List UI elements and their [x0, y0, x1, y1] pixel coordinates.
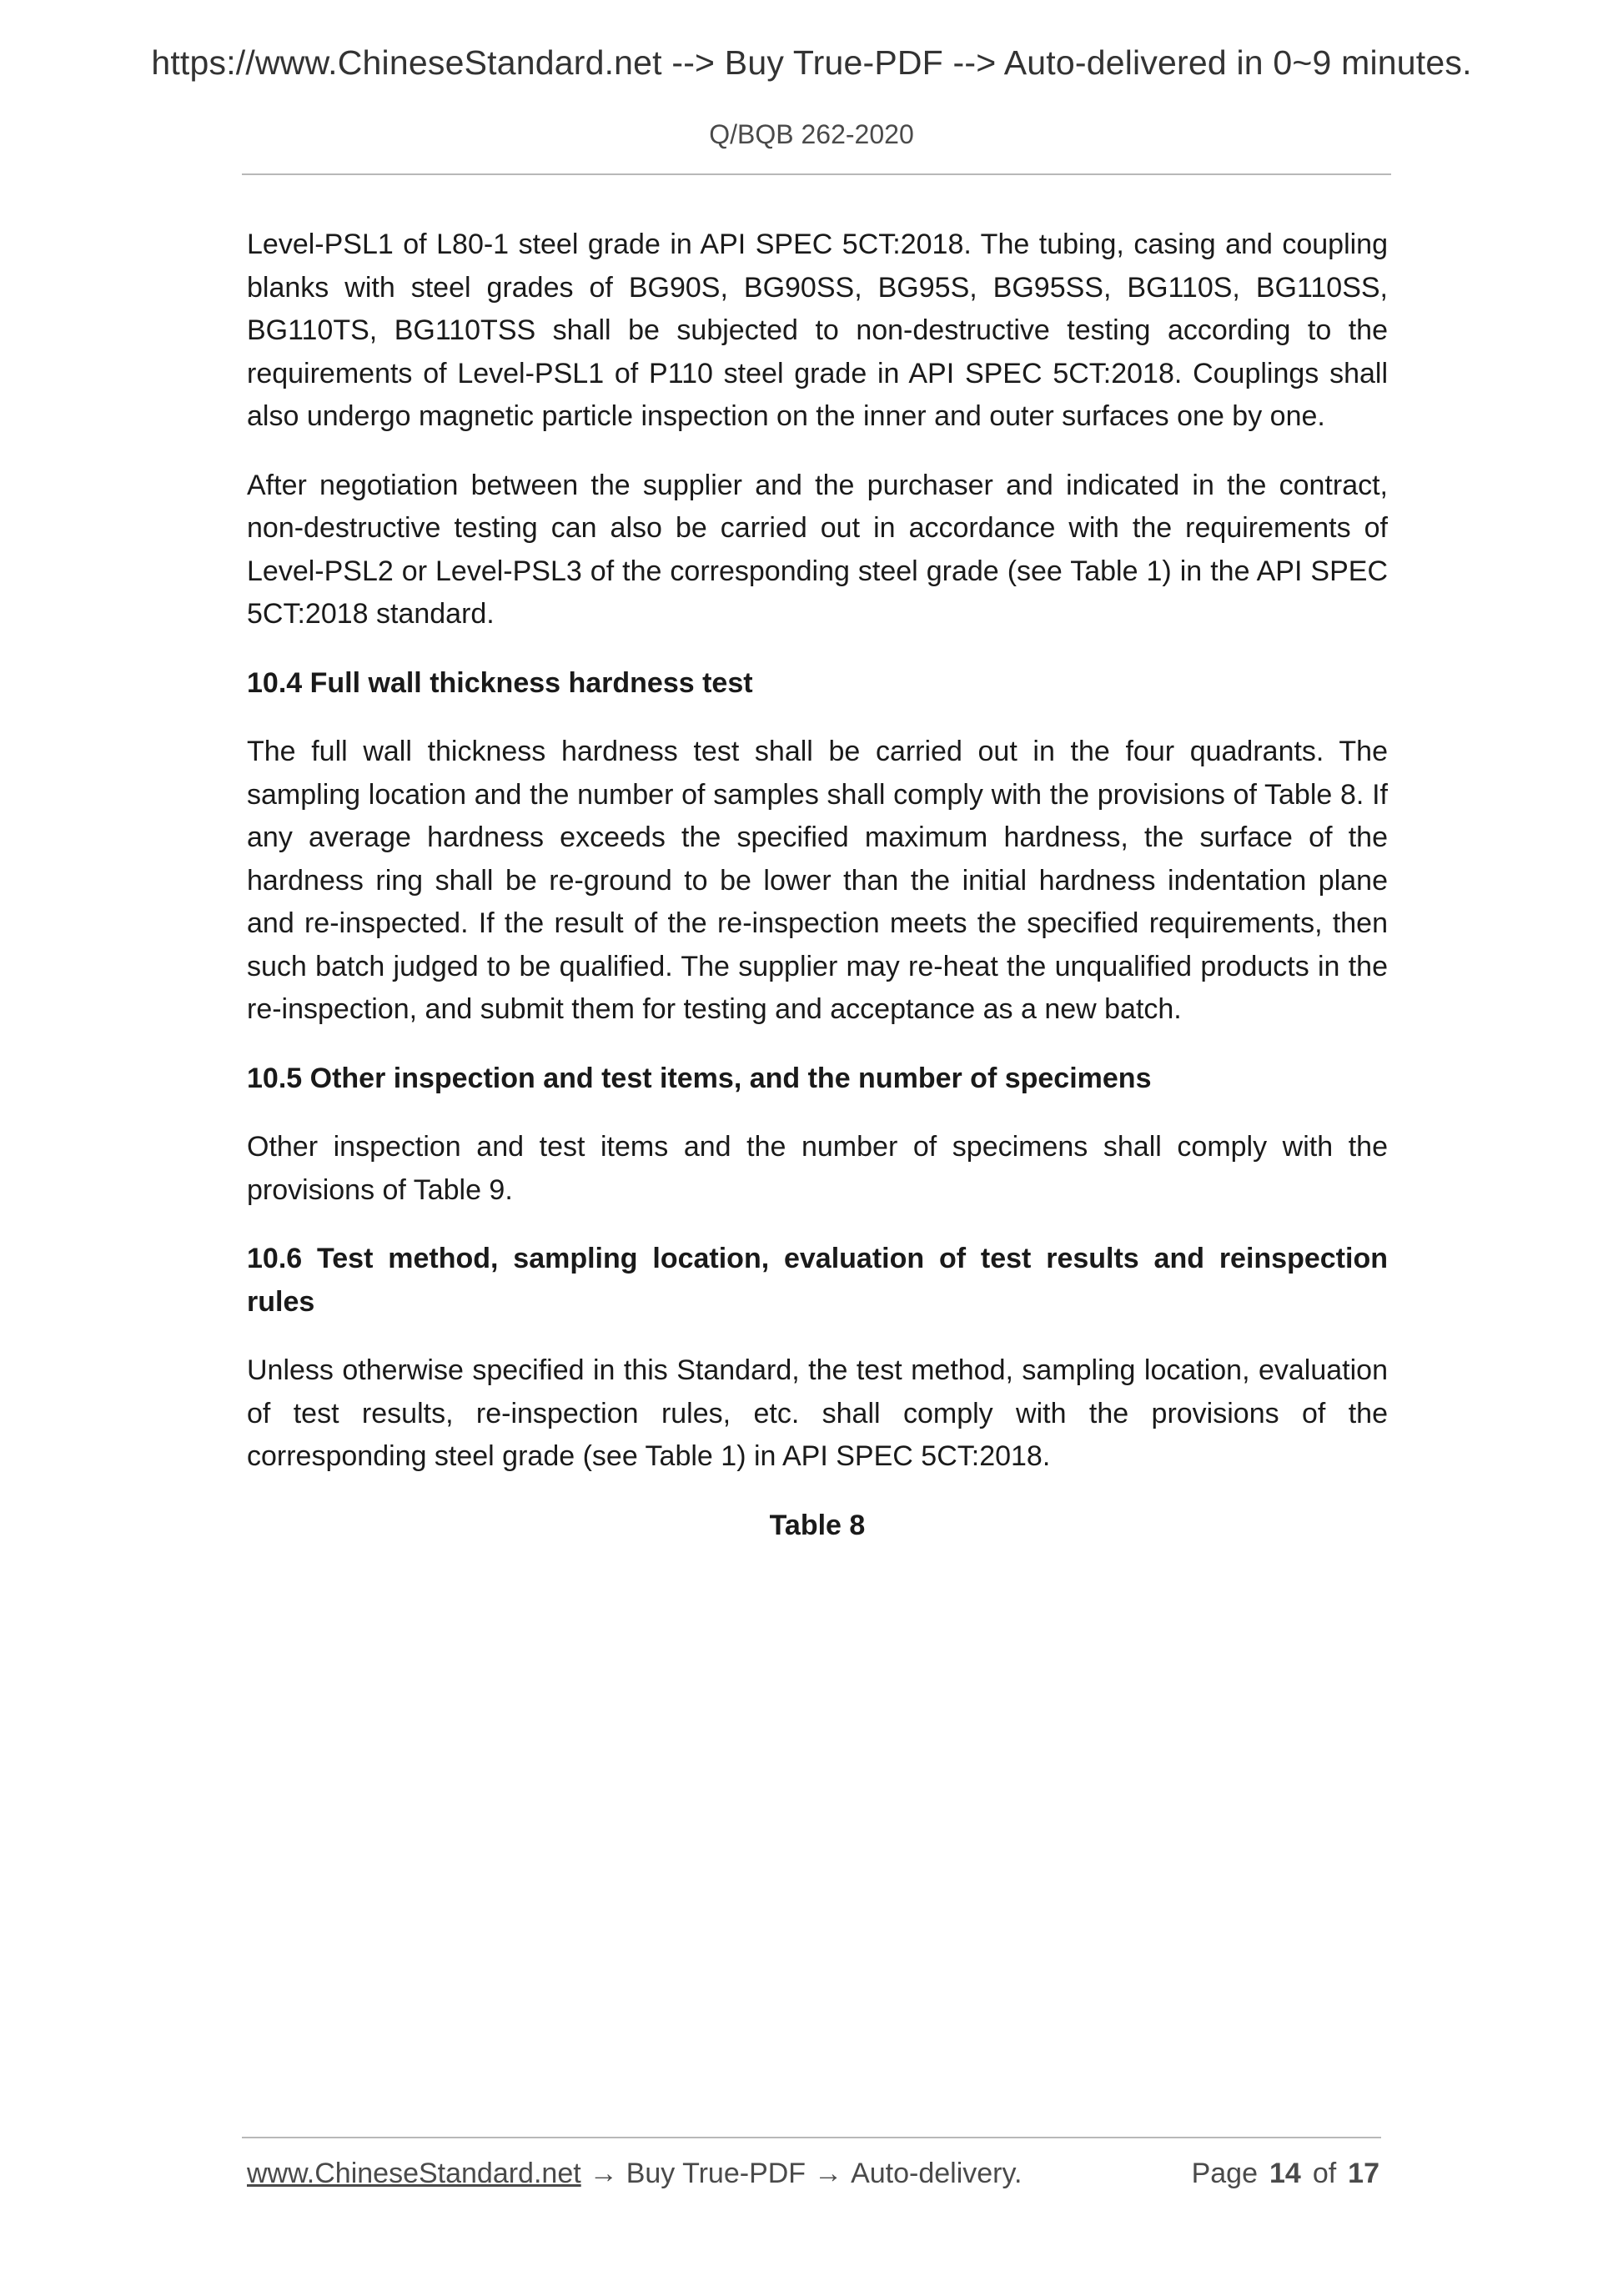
heading-10-5: 10.5 Other inspection and test items, and the number of specimens: [247, 1062, 1152, 1094]
table-caption: Table 8: [769, 1509, 866, 1541]
auto-delivery-text: Auto-delivery.: [851, 2158, 1023, 2189]
top-banner: https://www.ChineseStandard.net --> Buy True-PDF --> Auto-delivered in 0~9 minutes.: [151, 43, 1472, 82]
heading-10-6: 10.6 Test method, sampling location, evaluation of test results and reinspection rules: [247, 1243, 1388, 1318]
header-divider: [242, 173, 1391, 175]
paragraph-test-method: Unless otherwise specified in this Standard, the test method, sampling location, evaluation of test results, re-inspection rules, etc. shall comply with the provisions of the corresponding steel grade (see Table 1) in API SPEC 5CT:2018.: [247, 1354, 1388, 1472]
page-of-label: of: [1312, 2158, 1337, 2189]
total-page-number: 17: [1348, 2158, 1379, 2189]
chinesestandard-link[interactable]: www.ChineseStandard.net: [247, 2158, 581, 2189]
paragraph-negotiation: After negotiation between the supplier and the purchaser and indicated in the contract, non-destructive testing can also be carried out in accordance with the requirements of Level-PSL2 or Level-PSL3 of the corresponding steel grade (see Table 1) in the API SPEC 5CT:2018 standard.: [247, 469, 1388, 630]
heading-10-4: 10.4 Full wall thickness hardness test: [247, 666, 753, 699]
footer-divider: [242, 2137, 1381, 2138]
paragraph-hardness-test: The full wall thickness hardness test shall be carried out in the four quadrants. The sampling location and the number of samples shall comply with the provisions of Table 8. If any average hardness exceeds the specified maximum hardness, the surface of the hardness ring shall be re-ground to be lower than the initial hardness indentation plane and re-inspected. If the result of the re-inspection meets the specified requirements, then such batch judged to be qualified. The supplier may re-heat the unqualified products in the re-inspection, and submit them for testing and acceptance as a new batch.: [247, 736, 1388, 1025]
page-number: [1192, 2158, 1379, 2190]
paragraph-ndt-requirements: Level-PSL1 of L80-1 steel grade in API SPEC 5CT:2018. The tubing, casing and coupling blanks with steel grades of BG90S, BG90SS, BG95S, BG95SS, BG110S, BG110SS, BG110TS, BG110TSS shall be subjected to non-destructive testing according to the requirements of Level-PSL1 of P110 steel grade in API SPEC 5CT:2018. Couplings shall also undergo magnetic particle inspection on the inner and outer surfaces one by one.: [247, 229, 1388, 432]
page-body: [247, 224, 1388, 1547]
footer-links: [247, 2158, 1022, 2190]
paragraph-other-inspection: Other inspection and test items and the number of specimens shall comply with the provisions of Table 9.: [247, 1131, 1388, 1206]
page-label: Page: [1191, 2158, 1258, 2189]
document-code: Q/BQB 262-2020: [709, 119, 914, 149]
arrow-right-icon: →: [814, 2158, 843, 2189]
current-page-number: 14: [1269, 2158, 1301, 2189]
arrow-right-icon: →: [589, 2158, 618, 2189]
buy-true-pdf-text: Buy True-PDF: [626, 2158, 806, 2189]
